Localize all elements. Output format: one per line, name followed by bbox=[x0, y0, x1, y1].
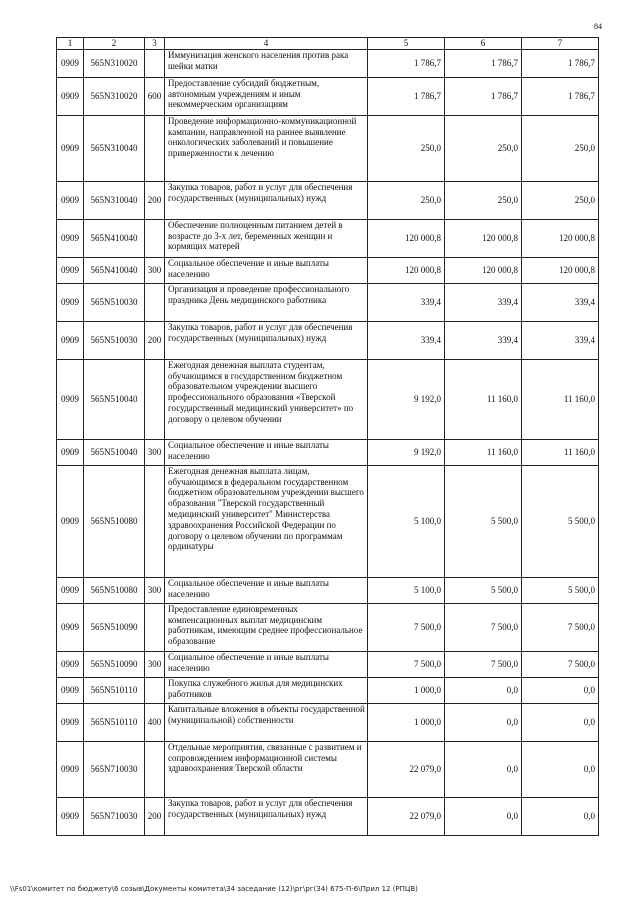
budget-table bbox=[56, 37, 599, 836]
cell-amount-2: 0,0 bbox=[445, 703, 522, 741]
cell-expense-type: 200 bbox=[145, 797, 165, 835]
cell-expense-type: 200 bbox=[145, 321, 165, 359]
cell-section: 0909 bbox=[57, 77, 84, 115]
cell-amount-2: 0,0 bbox=[445, 741, 522, 797]
cell-target-article: 565N310040 bbox=[84, 181, 145, 219]
cell-target-article: 565N510080 bbox=[84, 577, 145, 603]
cell-amount-3: 339,4 bbox=[522, 321, 599, 359]
header-cell: 5 bbox=[368, 38, 445, 50]
cell-section: 0909 bbox=[57, 359, 84, 439]
cell-section: 0909 bbox=[57, 703, 84, 741]
cell-expense-type bbox=[145, 283, 165, 321]
cell-amount-3: 11 160,0 bbox=[522, 439, 599, 465]
cell-amount-3: 339,4 bbox=[522, 283, 599, 321]
cell-name: Предоставление единовременных компенсационных выплат медицинским работникам, имеющим среднее профессиональное образование bbox=[165, 603, 368, 651]
cell-section: 0909 bbox=[57, 603, 84, 651]
header-cell: 7 bbox=[522, 38, 599, 50]
table-row bbox=[57, 77, 599, 115]
cell-name: Закупка товаров, работ и услуг для обеспечения государственных (муниципальных) нужд bbox=[165, 797, 368, 835]
table-header-row bbox=[57, 38, 599, 50]
cell-amount-2: 0,0 bbox=[445, 677, 522, 703]
cell-amount-2: 1 786,7 bbox=[445, 49, 522, 77]
cell-name: Закупка товаров, работ и услуг для обеспечения государственных (муниципальных) нужд bbox=[165, 181, 368, 219]
cell-amount-3: 120 000,8 bbox=[522, 219, 599, 257]
cell-section: 0909 bbox=[57, 577, 84, 603]
cell-amount-1: 22 079,0 bbox=[368, 741, 445, 797]
cell-expense-type bbox=[145, 677, 165, 703]
cell-amount-3: 5 500,0 bbox=[522, 465, 599, 577]
page-number: 84 bbox=[594, 22, 602, 31]
table-row bbox=[57, 439, 599, 465]
cell-amount-1: 250,0 bbox=[368, 181, 445, 219]
cell-name: Предоставление субсидий бюджетным, автономным учреждениям и иным некоммерческим организациям bbox=[165, 77, 368, 115]
cell-amount-3: 0,0 bbox=[522, 797, 599, 835]
header-cell: 2 bbox=[84, 38, 145, 50]
cell-amount-3: 7 500,0 bbox=[522, 651, 599, 677]
cell-target-article: 565N310020 bbox=[84, 77, 145, 115]
cell-name: Проведение информационно-коммуникационной кампании, направленной на раннее выявление онкологических заболеваний и повышение приверженности к лечению bbox=[165, 115, 368, 181]
cell-amount-1: 120 000,8 bbox=[368, 219, 445, 257]
cell-target-article: 565N510040 bbox=[84, 359, 145, 439]
cell-target-article: 565N710030 bbox=[84, 741, 145, 797]
cell-target-article: 565N510030 bbox=[84, 283, 145, 321]
cell-amount-3: 0,0 bbox=[522, 741, 599, 797]
table-row bbox=[57, 115, 599, 181]
cell-amount-1: 120 000,8 bbox=[368, 257, 445, 283]
cell-target-article: 565N310020 bbox=[84, 49, 145, 77]
cell-amount-1: 7 500,0 bbox=[368, 603, 445, 651]
table-row bbox=[57, 741, 599, 797]
cell-expense-type: 600 bbox=[145, 77, 165, 115]
footer-file-path: \\Fs01\комитет по бюджету\6 созыв\Документы комитета\34 заседание (12)\рг\рг(34) 675-П-6\Прил 12 (РПЦВ) bbox=[10, 885, 418, 893]
cell-section: 0909 bbox=[57, 257, 84, 283]
cell-section: 0909 bbox=[57, 677, 84, 703]
cell-section: 0909 bbox=[57, 321, 84, 359]
cell-amount-1: 1 000,0 bbox=[368, 677, 445, 703]
cell-target-article: 565N510030 bbox=[84, 321, 145, 359]
cell-amount-2: 11 160,0 bbox=[445, 439, 522, 465]
header-cell: 6 bbox=[445, 38, 522, 50]
cell-name: Организация и проведение профессионального праздника День медицинского работника bbox=[165, 283, 368, 321]
cell-target-article: 565N710030 bbox=[84, 797, 145, 835]
table-row bbox=[57, 577, 599, 603]
cell-name: Социальное обеспечение и иные выплаты населению bbox=[165, 577, 368, 603]
cell-amount-3: 1 786,7 bbox=[522, 77, 599, 115]
cell-name: Отдельные мероприятия, связанные с развитием и сопровождением информационной системы здравоохранения Тверской области bbox=[165, 741, 368, 797]
header-cell: 1 bbox=[57, 38, 84, 50]
cell-section: 0909 bbox=[57, 741, 84, 797]
cell-amount-2: 11 160,0 bbox=[445, 359, 522, 439]
cell-expense-type bbox=[145, 465, 165, 577]
cell-amount-3: 1 786,7 bbox=[522, 49, 599, 77]
table-row bbox=[57, 703, 599, 741]
cell-expense-type bbox=[145, 741, 165, 797]
cell-amount-2: 1 786,7 bbox=[445, 77, 522, 115]
cell-name: Капитальные вложения в объекты государственной (муниципальной) собственности bbox=[165, 703, 368, 741]
cell-section: 0909 bbox=[57, 49, 84, 77]
cell-target-article: 565N510080 bbox=[84, 465, 145, 577]
table-row bbox=[57, 283, 599, 321]
cell-amount-2: 7 500,0 bbox=[445, 651, 522, 677]
table-row bbox=[57, 257, 599, 283]
cell-name: Ежегодная денежная выплата студентам, обучающимся в государственном бюджетном образовательном учреждении высшего профессионального образования «Тверской государственный медицинский университет» по договору о целевом обучении bbox=[165, 359, 368, 439]
cell-amount-3: 7 500,0 bbox=[522, 603, 599, 651]
cell-name: Социальное обеспечение и иные выплаты населению bbox=[165, 439, 368, 465]
cell-amount-3: 120 000,8 bbox=[522, 257, 599, 283]
cell-expense-type bbox=[145, 603, 165, 651]
cell-section: 0909 bbox=[57, 651, 84, 677]
cell-target-article: 565N310040 bbox=[84, 115, 145, 181]
table-row bbox=[57, 49, 599, 77]
cell-section: 0909 bbox=[57, 283, 84, 321]
cell-name: Социальное обеспечение и иные выплаты населению bbox=[165, 257, 368, 283]
table-row bbox=[57, 465, 599, 577]
cell-section: 0909 bbox=[57, 181, 84, 219]
cell-amount-1: 339,4 bbox=[368, 321, 445, 359]
cell-amount-1: 5 100,0 bbox=[368, 465, 445, 577]
cell-amount-2: 5 500,0 bbox=[445, 577, 522, 603]
cell-target-article: 565N410040 bbox=[84, 257, 145, 283]
cell-amount-2: 0,0 bbox=[445, 797, 522, 835]
cell-amount-3: 250,0 bbox=[522, 115, 599, 181]
cell-name: Закупка товаров, работ и услуг для обеспечения государственных (муниципальных) нужд bbox=[165, 321, 368, 359]
cell-amount-1: 9 192,0 bbox=[368, 439, 445, 465]
cell-expense-type bbox=[145, 49, 165, 77]
cell-amount-3: 5 500,0 bbox=[522, 577, 599, 603]
cell-expense-type: 300 bbox=[145, 577, 165, 603]
cell-amount-2: 120 000,8 bbox=[445, 257, 522, 283]
cell-expense-type bbox=[145, 219, 165, 257]
table-row bbox=[57, 219, 599, 257]
cell-amount-1: 339,4 bbox=[368, 283, 445, 321]
cell-expense-type bbox=[145, 359, 165, 439]
cell-expense-type: 300 bbox=[145, 651, 165, 677]
cell-amount-1: 1 786,7 bbox=[368, 77, 445, 115]
cell-target-article: 565N510040 bbox=[84, 439, 145, 465]
cell-amount-3: 11 160,0 bbox=[522, 359, 599, 439]
cell-amount-3: 0,0 bbox=[522, 703, 599, 741]
cell-expense-type: 200 bbox=[145, 181, 165, 219]
cell-amount-2: 120 000,8 bbox=[445, 219, 522, 257]
cell-amount-1: 9 192,0 bbox=[368, 359, 445, 439]
table-row bbox=[57, 651, 599, 677]
cell-section: 0909 bbox=[57, 797, 84, 835]
cell-target-article: 565N510090 bbox=[84, 651, 145, 677]
cell-section: 0909 bbox=[57, 115, 84, 181]
cell-amount-1: 1 786,7 bbox=[368, 49, 445, 77]
cell-target-article: 565N510110 bbox=[84, 703, 145, 741]
cell-amount-1: 5 100,0 bbox=[368, 577, 445, 603]
header-cell: 3 bbox=[145, 38, 165, 50]
cell-target-article: 565N410040 bbox=[84, 219, 145, 257]
cell-section: 0909 bbox=[57, 465, 84, 577]
cell-expense-type: 400 bbox=[145, 703, 165, 741]
cell-amount-2: 7 500,0 bbox=[445, 603, 522, 651]
cell-amount-3: 250,0 bbox=[522, 181, 599, 219]
cell-name: Иммунизация женского населения против рака шейки матки bbox=[165, 49, 368, 77]
table-row bbox=[57, 797, 599, 835]
table-row bbox=[57, 359, 599, 439]
table-row bbox=[57, 677, 599, 703]
table-row bbox=[57, 321, 599, 359]
cell-name: Социальное обеспечение и иные выплаты населению bbox=[165, 651, 368, 677]
cell-amount-2: 250,0 bbox=[445, 181, 522, 219]
cell-amount-2: 5 500,0 bbox=[445, 465, 522, 577]
cell-amount-2: 339,4 bbox=[445, 283, 522, 321]
cell-amount-1: 22 079,0 bbox=[368, 797, 445, 835]
cell-name: Ежегодная денежная выплата лицам, обучающимся в федеральном государственном бюджетном образовательном учреждении высшего образования "Тверской государственный медицинский университет" Министерства здравоохранения Российской Федерации по договору о целевом обучении по программам ординатуры bbox=[165, 465, 368, 577]
cell-amount-1: 1 000,0 bbox=[368, 703, 445, 741]
table-body bbox=[57, 49, 599, 835]
cell-section: 0909 bbox=[57, 439, 84, 465]
cell-amount-2: 250,0 bbox=[445, 115, 522, 181]
table-row bbox=[57, 603, 599, 651]
cell-amount-2: 339,4 bbox=[445, 321, 522, 359]
table-row bbox=[57, 181, 599, 219]
cell-target-article: 565N510090 bbox=[84, 603, 145, 651]
cell-section: 0909 bbox=[57, 219, 84, 257]
header-cell: 4 bbox=[165, 38, 368, 50]
cell-name: Обеспечение полноценным питанием детей в возрасте до 3-х лет, беременных женщин и кормящих матерей bbox=[165, 219, 368, 257]
cell-amount-1: 7 500,0 bbox=[368, 651, 445, 677]
cell-amount-3: 0,0 bbox=[522, 677, 599, 703]
cell-expense-type: 300 bbox=[145, 439, 165, 465]
cell-expense-type bbox=[145, 115, 165, 181]
cell-expense-type: 300 bbox=[145, 257, 165, 283]
cell-target-article: 565N510110 bbox=[84, 677, 145, 703]
cell-name: Покупка служебного жилья для медицинских работников bbox=[165, 677, 368, 703]
cell-amount-1: 250,0 bbox=[368, 115, 445, 181]
